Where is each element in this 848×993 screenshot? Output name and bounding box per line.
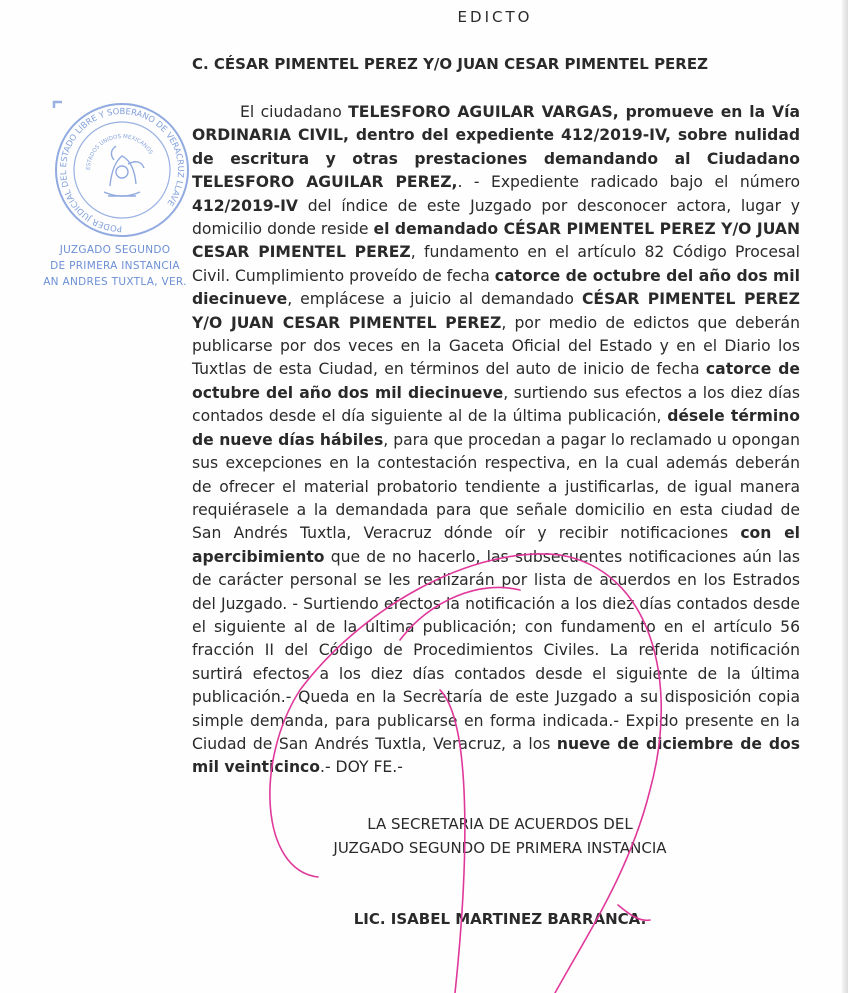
- text-segment: El ciudadano: [240, 103, 349, 121]
- text-segment: , surtiendo sus efectos a los diez días contados desde el día siguiente al de la última publicación,: [192, 383, 800, 426]
- eagle-emblem-icon: [104, 146, 144, 196]
- seal-inner-text: ESTADOS UNIDOS MEXICANOS: [85, 133, 154, 171]
- page-edge-shadow: [842, 0, 848, 993]
- bold-text-segment: 412/2019-IV: [192, 196, 298, 215]
- signature-title-line2: JUZGADO SEGUNDO DE PRIMERA INSTANCIA: [333, 839, 667, 857]
- seal-caption-line3: AN ANDRES TUXTLA, VER.: [43, 276, 187, 288]
- svg-text:PODER JUDICIAL DEL ESTADO LIBR: [58, 106, 186, 234]
- signatory-name: LIC. ISABEL MARTINEZ BARRANCA.: [353, 910, 647, 928]
- recipient-heading: C. CÉSAR PIMENTEL PEREZ Y/O JUAN CESAR PIMENTEL PEREZ: [192, 55, 708, 73]
- seal-caption-line1: JUZGADO SEGUNDO: [59, 244, 171, 256]
- text-segment: del índice de este Juzgado por desconocer actora, lugar y domicilio donde reside: [192, 196, 800, 239]
- text-segment: , fundamento en el artículo 82 Código Procesal Civil. Cumplimiento proveído de fecha: [192, 243, 800, 285]
- text-segment: , para que procedan a pagar lo reclamado u opongan sus excepciones en la contestación respectiva, en la cual además deberán de ofrecer el material probatorio tendiente a justificarlas, de igual manera requiérasele a la demandada para que señale domicilio en esta ciudad de San Andrés Tuxtla, Veracruz dónde oír y recibir notificaciones: [192, 430, 800, 543]
- seal-caption-line2: DE PRIMERA INSTANCIA: [50, 260, 180, 272]
- document-title: EDICTO: [457, 8, 533, 26]
- bold-text-segment: el demandado CÉSAR PIMENTEL PEREZ Y/O JUAN CESAR PIMENTEL PEREZ: [192, 220, 800, 262]
- text-segment: , por medio de edictos que deberán publicarse por dos veces en la Gaceta Oficial del Estado y en el Diario los Tuxtlas de esta Ciudad, en términos del auto de inicio de fecha: [192, 313, 800, 379]
- seal-ring-text: PODER JUDICIAL DEL ESTADO LIBRE Y SOBERANO DE VERACRUZ LLAVE: [58, 105, 187, 235]
- bold-text-segment: CÉSAR PIMENTEL PEREZ Y/O JUAN CESAR PIMENTEL PEREZ: [192, 290, 800, 332]
- text-segment: que de no hacerlo, las subsecuentes notificaciones aún las de carácter personal se les realizarán por lista de acuerdos en los Estrados del Juzgado. - Surtiendo efectos la notificación a los diez días contados desde el siguiente al de la última publicación; con fundamento en el artículo 56 fracción II del Código de Procedimientos Civiles. La referida notificación surtirá efectos a los diez días contados desde el siguiente de la última publicación.- Queda en la Secretaría de este Juzgado a su disposición copia simple demanda, para publicarse en forma indicada.- Expido presente en la Ciudad de San Andrés Tuxtla, Veracruz, a los: [192, 547, 800, 753]
- text-segment: .- DOY FE.-: [320, 758, 403, 777]
- bold-text-segment: catorce de octubre del año dos mil diecinueve: [192, 266, 800, 309]
- svg-text:ESTADOS UNIDOS MEXICANOS: [86, 134, 154, 170]
- edict-paragraph: [192, 101, 800, 780]
- text-segment: , emplácese a juicio al demandado: [287, 290, 582, 309]
- bold-text-segment: con el apercibimiento: [192, 524, 800, 566]
- bold-text-segment: catorce de octubre del año dos mil diecinueve: [192, 360, 800, 402]
- signature-title-line1: LA SECRETARIA DE ACUERDOS DEL: [367, 815, 633, 833]
- text-segment: . - Expediente radicado bajo el número: [457, 173, 800, 192]
- bold-text-segment: TELESFORO AGUILAR VARGAS, promueve en la Vía ORDINARIA CIVIL, dentro del expediente 412/2019-IV, sobre nulidad de escritura y otras prestaciones demandando al Ciudadano TELESFORO AGUILAR PEREZ,: [192, 103, 800, 192]
- bold-text-segment: désele término de nueve días hábiles: [192, 407, 800, 449]
- bold-text-segment: nueve de diciembre de dos mil veinticinco: [192, 734, 801, 777]
- edict-body: [192, 101, 800, 780]
